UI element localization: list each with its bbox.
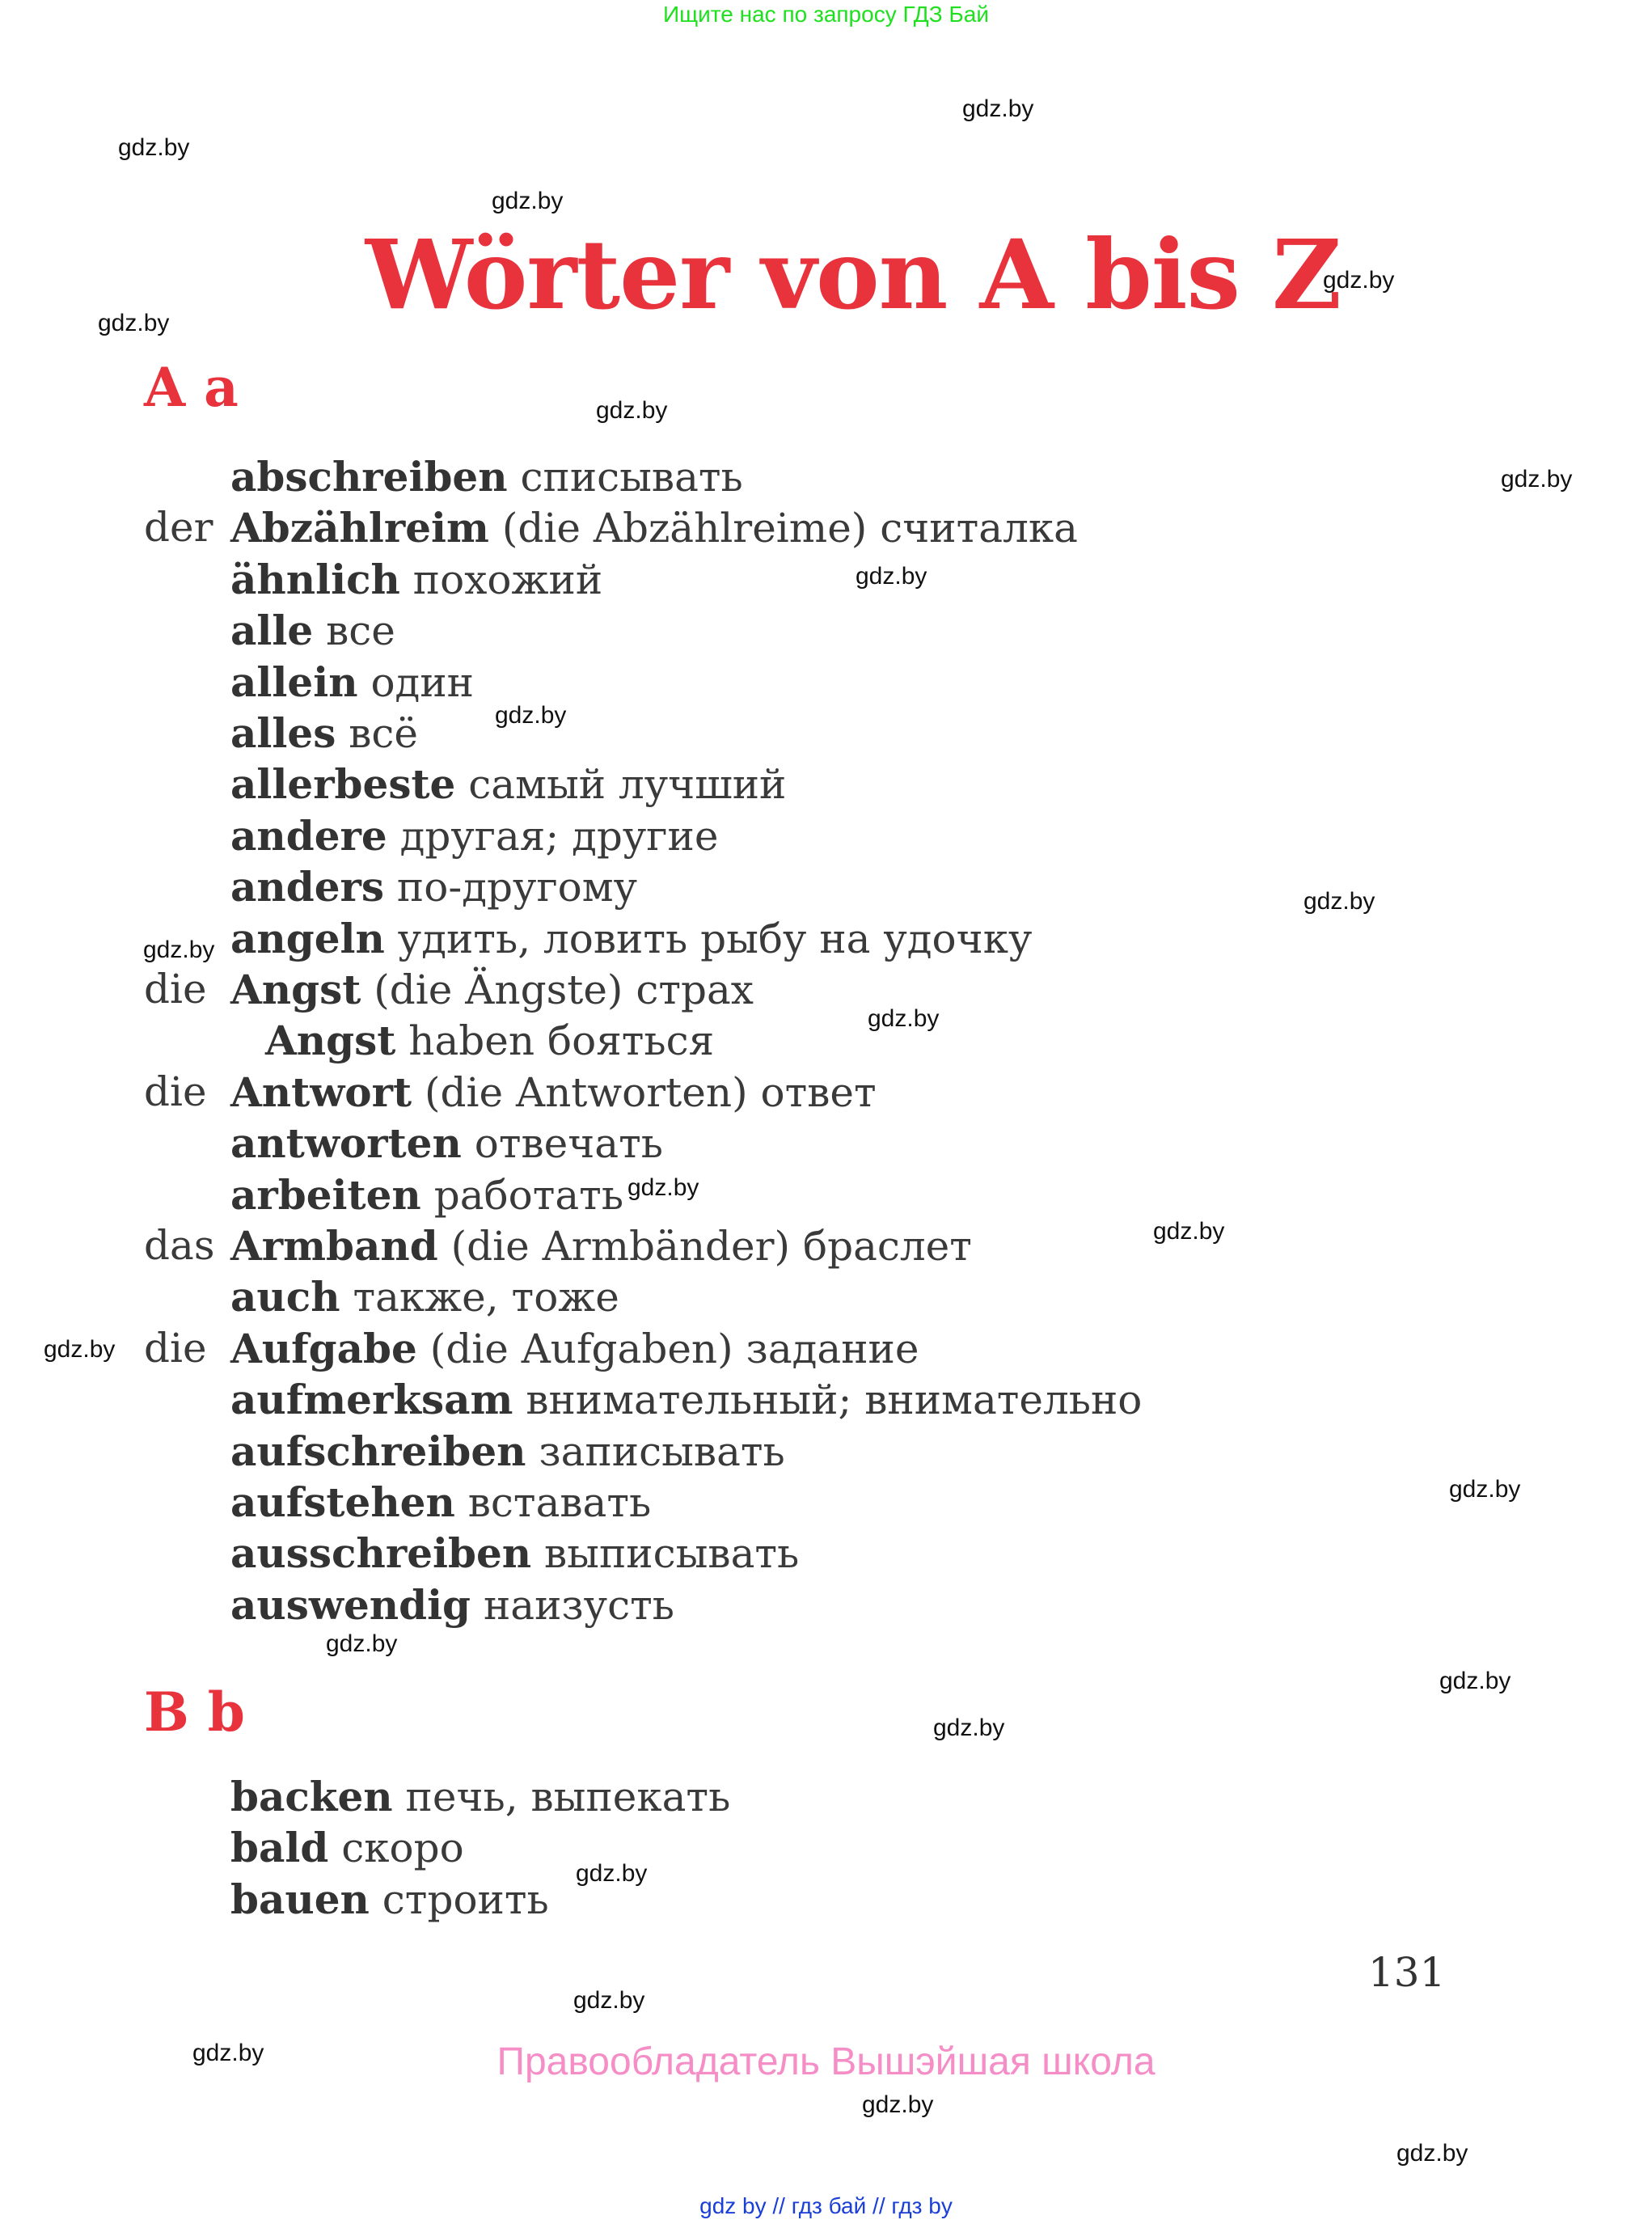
entry-translation: вставать [467,1479,652,1526]
entry-word: allerbeste [230,760,456,809]
watermark: gdz.by [1439,1668,1511,1694]
entry-translation: отвечать [474,1120,664,1168]
entry-article: der [144,504,213,552]
entry-plural: (die Aufgaben) [429,1325,733,1372]
entry-body [230,605,395,657]
entry-body [230,1579,674,1631]
entry-article: das [144,1222,215,1269]
entry-word: Armband [230,1222,438,1270]
entry-translation: бояться [547,1017,715,1065]
section-letter-a: A a [144,356,239,419]
entry-translation: все [326,607,395,655]
entry-body [230,913,1032,965]
entry-body [230,1822,464,1874]
dictionary-entry [144,708,1519,759]
dictionary-entry [144,1874,1519,1925]
entry-plural: (die Ängste) [374,966,623,1013]
entry-plural: (die Antworten) [424,1068,748,1116]
entry-body [230,861,637,913]
dictionary-entry [144,1374,1519,1425]
entry-word: Antwort [230,1068,412,1116]
watermark: gdz.by [44,1336,116,1363]
entry-translation: ответ [760,1068,877,1116]
entry-translation: строить [382,1875,549,1923]
entry-body [230,1374,1142,1426]
entry-body [230,964,754,1016]
entry-body [230,1220,972,1272]
entry-word: ähnlich [230,555,400,603]
dictionary-entry [144,502,1519,553]
entry-word: aufstehen [230,1478,455,1526]
entry-translation: задание [746,1325,919,1372]
rights-holder: Правообладатель Вышэйшая школа [496,2040,1156,2083]
entry-body [230,1169,623,1221]
watermark: gdz.by [1501,466,1573,493]
entry-word: aufschreiben [230,1427,526,1475]
entry-body [230,502,1078,554]
entry-word: arbeiten [230,1170,421,1219]
watermark: gdz.by [596,397,668,424]
dictionary-entry [144,964,1519,1015]
entry-word: antworten [230,1119,462,1168]
dictionary-entry [144,1477,1519,1528]
watermark: gdz.by [1396,2140,1468,2167]
entry-body [230,1271,619,1323]
entry-word: allein [230,657,358,706]
dictionary-entry [144,1169,1519,1220]
entry-plural: haben [408,1017,535,1065]
watermark: gdz.by [192,2040,264,2066]
entry-body [230,1874,549,1926]
entry-word: Angst [230,966,361,1013]
entry-body [230,759,786,810]
entry-word: Abzählreim [230,504,489,552]
dictionary-entry [144,913,1519,964]
entry-translation: по-другому [396,864,638,911]
entry-word: alles [230,709,336,757]
entry-translation: самый лучший [468,761,787,809]
entry-body [230,708,418,759]
bottom-links[interactable]: gdz by // гдз бай // гдз by [699,2193,953,2218]
entry-body [230,554,602,606]
entry-word: aufmerksam [230,1376,513,1424]
watermark: gdz.by [1323,267,1395,294]
entry-body [230,1067,877,1118]
page-title: Wörter von A bis Z [365,218,1341,331]
dictionary-entry [144,1118,1519,1169]
entry-translation: также, тоже [353,1274,619,1321]
entry-translation: всё [349,710,419,757]
entry-translation: работать [433,1171,624,1219]
entry-translation: внимательный; внимательно [526,1376,1143,1424]
dictionary-entry [144,605,1519,656]
dictionary-entry [144,1067,1519,1118]
dictionary-entry [144,810,1519,861]
dictionary-entry [144,1822,1519,1873]
entry-translation: другая; другие [399,812,719,860]
top-banner: Ищите нас по запросу ГДЗ Бай [662,2,990,27]
entry-plural: (die Armbänder) [450,1223,791,1270]
dictionary-entry [144,451,1519,502]
entry-word: auswendig [230,1580,471,1629]
entry-body [230,1528,799,1579]
entry-word: ausschreiben [230,1529,532,1578]
entry-translation: записывать [539,1427,785,1475]
entry-translation: считалка [880,505,1078,552]
dictionary-entry [144,1579,1519,1630]
dictionary-entry [144,1528,1519,1579]
watermark: gdz.by [576,1860,648,1887]
entry-translation: похожий [412,556,603,603]
entry-word: alle [230,607,314,655]
dictionary-entry [144,657,1519,708]
watermark: gdz.by [495,702,567,729]
watermark: gdz.by [856,563,927,590]
entry-word: Aufgabe [230,1324,417,1372]
entry-body [230,810,718,862]
entry-word: andere [230,811,387,860]
entry-translation: один [370,658,474,706]
entry-translation: списывать [520,454,743,501]
entry-article: die [144,1324,207,1372]
watermark: gdz.by [1449,1476,1521,1503]
entry-word: Angst [265,1017,396,1065]
watermark: gdz.by [962,95,1034,122]
entry-word: backen [230,1773,393,1820]
watermark: gdz.by [1303,888,1375,915]
entry-article: die [144,966,207,1013]
watermark: gdz.by [862,2091,934,2118]
entry-translation: удить, ловить рыбу на удочку [397,915,1033,962]
watermark: gdz.by [118,134,190,161]
watermark: gdz.by [868,1005,940,1032]
entry-body [230,1426,785,1478]
dictionary-entry [144,1271,1519,1322]
watermark: gdz.by [1153,1218,1225,1245]
watermark: gdz.by [627,1174,699,1201]
entry-word: anders [230,863,385,911]
dictionary-entry [144,759,1519,810]
entry-word: angeln [230,914,385,962]
dictionary-entry [144,1220,1519,1271]
entry-translation: выписывать [544,1530,800,1578]
entry-translation: наизусть [483,1581,674,1629]
entry-translation: страх [636,966,754,1013]
entry-translation: скоро [341,1824,464,1872]
watermark: gdz.by [326,1630,398,1657]
entry-translation: браслет [802,1223,972,1270]
watermark: gdz.by [143,937,215,963]
entry-translation: печь, выпекать [405,1774,731,1820]
watermark: gdz.by [98,310,170,336]
watermark: gdz.by [933,1715,1005,1741]
dictionary-entry [144,861,1519,912]
entry-article: die [144,1068,207,1115]
entry-body [230,1477,651,1528]
watermark: gdz.by [573,1987,645,2014]
dictionary-entry [144,1771,1519,1822]
dictionary-entry [144,554,1519,605]
section-letter-b: B b [144,1681,245,1744]
entry-body [230,1323,919,1375]
entry-word: bauen [230,1875,370,1923]
dictionary-entry [144,1426,1519,1477]
page-number: 131 [1368,1949,1446,1996]
entry-body [265,1015,714,1067]
entry-plural: (die Abzählreime) [501,505,868,552]
entry-body [230,451,743,503]
dictionary-entry [144,1015,1519,1066]
dictionary-entry [144,1323,1519,1374]
entry-body [230,657,474,708]
entry-word: abschreiben [230,453,508,501]
entry-body [230,1118,663,1169]
entry-word: auch [230,1273,340,1321]
entry-body [230,1771,730,1823]
entry-word: bald [230,1824,329,1872]
watermark: gdz.by [492,188,564,214]
